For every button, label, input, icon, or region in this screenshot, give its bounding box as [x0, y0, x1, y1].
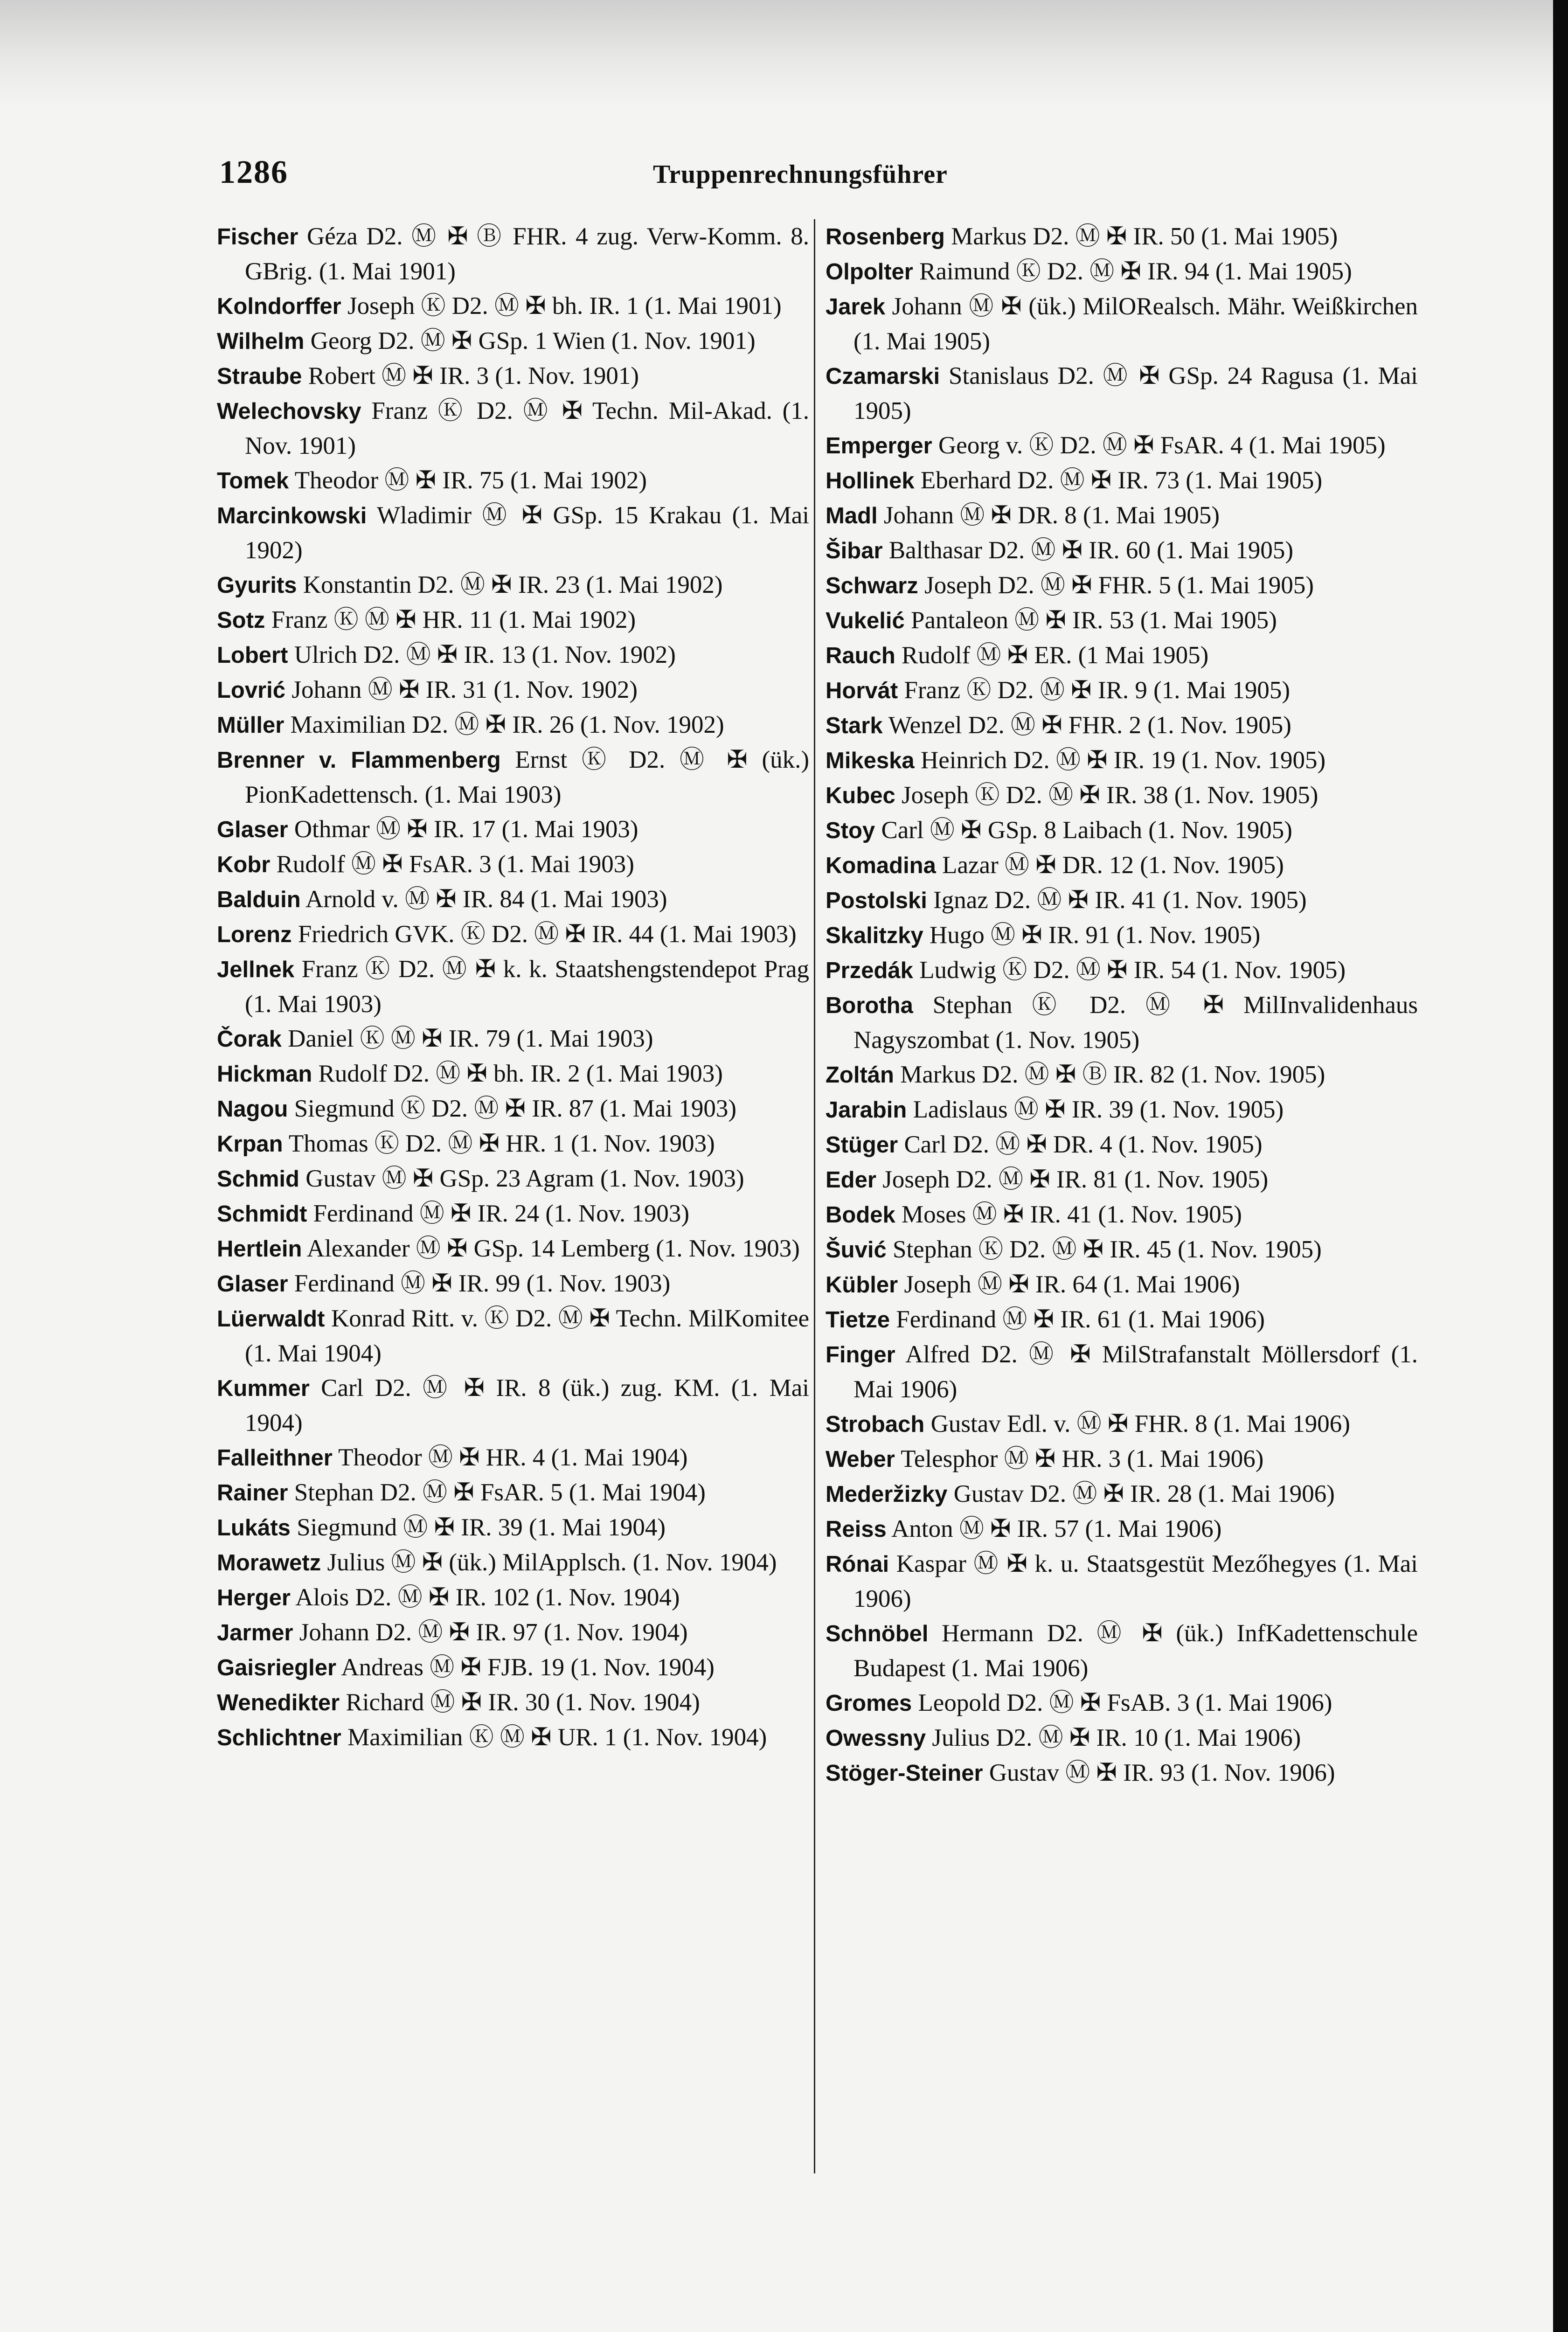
entry-details: Wladimir Ⓜ ✠ GSp. 15 Krakau (1. Mai 1902)	[245, 502, 809, 564]
list-item	[826, 463, 1418, 498]
surname: Mikeska	[826, 748, 915, 773]
entry-details: Moses Ⓜ ✠ IR. 41 (1. Nov. 1905)	[902, 1201, 1242, 1228]
entry-details: Georg v. Ⓚ D2. Ⓜ ✠ FsAR. 4 (1. Mai 1905)	[938, 432, 1386, 459]
entry-details: Ferdinand Ⓜ ✠ IR. 24 (1. Nov. 1903)	[313, 1200, 689, 1227]
surname: Strobach	[826, 1412, 925, 1437]
entry-details: Johann Ⓜ ✠ IR. 31 (1. Nov. 1902)	[291, 676, 638, 703]
surname: Rainer	[217, 1480, 288, 1506]
list-item	[826, 1721, 1418, 1756]
list-item	[826, 603, 1418, 638]
surname: Hertlein	[217, 1236, 302, 1262]
entry-details: Hermann D2. Ⓜ ✠ (ük.) InfKadettenschule Budapest (1. Mai 1906)	[853, 1620, 1418, 1682]
entry-details: Ignaz D2. Ⓜ ✠ IR. 41 (1. Nov. 1905)	[933, 887, 1307, 914]
list-item	[826, 708, 1418, 743]
list-item	[826, 883, 1418, 918]
scan-shadow	[0, 0, 1553, 107]
surname: Stüger	[826, 1132, 898, 1158]
list-item	[826, 638, 1418, 673]
entry-details: Joseph Ⓜ ✠ IR. 64 (1. Mai 1906)	[904, 1271, 1240, 1298]
list-item	[826, 1197, 1418, 1232]
surname: Kobr	[217, 852, 271, 877]
surname: Madl	[826, 503, 878, 528]
entry-details: Gustav D2. Ⓜ ✠ IR. 28 (1. Mai 1906)	[953, 1480, 1335, 1507]
list-item	[217, 219, 809, 289]
surname: Wilhelm	[217, 329, 305, 354]
surname: Jarmer	[217, 1620, 293, 1645]
surname: Weber	[826, 1447, 895, 1472]
surname: Herger	[217, 1585, 291, 1610]
list-item	[217, 1021, 809, 1056]
surname: Eder	[826, 1167, 876, 1193]
surname: Marcinkowski	[217, 503, 367, 528]
entry-details: Georg D2. Ⓜ ✠ GSp. 1 Wien (1. Nov. 1901)	[310, 327, 756, 354]
entry-details: Richard Ⓜ ✠ IR. 30 (1. Nov. 1904)	[346, 1689, 700, 1716]
list-item	[217, 603, 809, 638]
surname: Gaisriegler	[217, 1655, 337, 1680]
entry-details: Kaspar Ⓜ ✠ k. u. Staatsgestüt Mezőhegyes (1. Mai 1906)	[853, 1550, 1418, 1612]
surname: Müller	[217, 713, 284, 738]
page-number: 1286	[219, 154, 288, 190]
list-item	[217, 882, 809, 917]
list-item	[826, 1337, 1418, 1407]
list-item	[217, 952, 809, 1021]
list-item	[217, 394, 809, 463]
entry-details: Balthasar D2. Ⓜ ✠ IR. 60 (1. Mai 1905)	[888, 537, 1294, 564]
entry-details: Ernst Ⓚ D2. Ⓜ ✠ (ük.) PionKadettensch. (1. Mai 1903)	[245, 746, 810, 808]
entry-details: Joseph Ⓚ D2. Ⓜ ✠ bh. IR. 1 (1. Mai 1901)	[347, 292, 782, 319]
scan-edge	[1553, 0, 1568, 2332]
list-item	[826, 498, 1418, 533]
list-item	[826, 743, 1418, 778]
surname: Šuvić	[826, 1237, 887, 1263]
list-item	[826, 1267, 1418, 1302]
list-item	[826, 533, 1418, 568]
list-item	[217, 359, 809, 394]
entry-details: Markus D2. Ⓜ ✠ IR. 50 (1. Mai 1905)	[951, 223, 1338, 250]
entry-details: Johann D2. Ⓜ ✠ IR. 97 (1. Nov. 1904)	[299, 1619, 688, 1646]
surname: Reiss	[826, 1517, 887, 1542]
entry-details: Carl D2. Ⓜ ✠ IR. 8 (ük.) zug. KM. (1. Mai 1904)	[245, 1374, 809, 1437]
entry-details: Ulrich D2. Ⓜ ✠ IR. 13 (1. Nov. 1902)	[294, 641, 676, 668]
entry-details: Carl Ⓜ ✠ GSp. 8 Laibach (1. Nov. 1905)	[881, 817, 1292, 844]
surname: Jarabin	[826, 1097, 907, 1123]
entry-details: Theodor Ⓜ ✠ IR. 75 (1. Mai 1902)	[294, 467, 647, 494]
entry-details: Konstantin D2. Ⓜ ✠ IR. 23 (1. Mai 1902)	[303, 571, 723, 598]
entry-details: Siegmund Ⓚ D2. Ⓜ ✠ IR. 87 (1. Mai 1903)	[294, 1095, 736, 1122]
list-item	[826, 1162, 1418, 1197]
surname: Lorenz	[217, 922, 292, 947]
surname: Schlichtner	[217, 1725, 341, 1750]
surname: Finger	[826, 1342, 895, 1367]
surname: Kubec	[826, 783, 895, 808]
list-item	[826, 953, 1418, 988]
entry-details: Anton Ⓜ ✠ IR. 57 (1. Mai 1906)	[891, 1515, 1222, 1542]
surname: Sotz	[217, 608, 265, 633]
page-header	[219, 154, 1413, 196]
surname: Hickman	[217, 1062, 312, 1087]
entry-details: Daniel Ⓚ Ⓜ ✠ IR. 79 (1. Mai 1903)	[288, 1025, 653, 1052]
list-item	[217, 708, 809, 743]
entry-details: Joseph D2. Ⓜ ✠ FHR. 5 (1. Mai 1905)	[924, 572, 1314, 599]
surname: Postolski	[826, 888, 927, 913]
surname: Emperger	[826, 433, 932, 458]
entry-details: Franz Ⓚ D2. Ⓜ ✠ Techn. Mil-Akad. (1. Nov. 1901)	[245, 397, 810, 459]
entry-details: Siegmund Ⓜ ✠ IR. 39 (1. Mai 1904)	[297, 1514, 666, 1541]
list-item	[826, 1232, 1418, 1267]
entry-details: Stanislaus D2. Ⓜ ✠ GSp. 24 Ragusa (1. Mai 1905)	[853, 362, 1418, 424]
entry-details: Theodor Ⓜ ✠ HR. 4 (1. Mai 1904)	[338, 1444, 688, 1471]
entry-details: Stephan D2. Ⓜ ✠ FsAR. 5 (1. Mai 1904)	[294, 1479, 706, 1506]
surname: Lovrić	[217, 678, 286, 703]
surname: Morawetz	[217, 1550, 321, 1575]
entry-details: Joseph D2. Ⓜ ✠ IR. 81 (1. Nov. 1905)	[882, 1166, 1269, 1193]
right-column	[826, 219, 1418, 1791]
list-item	[217, 568, 809, 603]
list-item	[217, 1126, 809, 1161]
list-item	[826, 673, 1418, 708]
surname: Rosenberg	[826, 224, 945, 250]
list-item	[217, 638, 809, 673]
surname: Borotha	[826, 993, 913, 1018]
surname: Vukelić	[826, 608, 905, 633]
entry-details: Ladislaus Ⓜ ✠ IR. 39 (1. Nov. 1905)	[913, 1096, 1284, 1123]
surname: Lobert	[217, 643, 288, 668]
entry-details: Franz Ⓚ Ⓜ ✠ HR. 11 (1. Mai 1902)	[271, 606, 636, 633]
entry-details: Julius Ⓜ ✠ (ük.) MilApplsch. (1. Nov. 1904)	[327, 1549, 777, 1576]
list-item	[217, 1545, 809, 1580]
surname: Przedák	[826, 958, 913, 983]
entry-details: Julius D2. Ⓜ ✠ IR. 10 (1. Mai 1906)	[932, 1724, 1301, 1751]
entry-details: Heinrich D2. Ⓜ ✠ IR. 19 (1. Nov. 1905)	[920, 747, 1326, 774]
entry-details: Raimund Ⓚ D2. Ⓜ ✠ IR. 94 (1. Mai 1905)	[919, 258, 1352, 285]
surname: Šibar	[826, 538, 883, 563]
surname: Hollinek	[826, 468, 915, 493]
list-item	[217, 324, 809, 359]
surname: Glaser	[217, 1271, 288, 1297]
entry-details: Ferdinand Ⓜ ✠ IR. 61 (1. Mai 1906)	[896, 1306, 1265, 1333]
list-item	[217, 1161, 809, 1196]
list-item	[826, 1477, 1418, 1512]
surname: Schmidt	[217, 1201, 307, 1227]
entry-details: Rudolf Ⓜ ✠ ER. (1 Mai 1905)	[902, 642, 1209, 669]
list-item	[217, 1720, 809, 1755]
surname: Balduin	[217, 887, 301, 912]
surname: Kolndorffer	[217, 294, 341, 319]
entry-details: Stephan Ⓚ D2. Ⓜ ✠ MilInvalidenhaus Nagyszombat (1. Nov. 1905)	[853, 992, 1418, 1054]
list-item	[826, 428, 1418, 463]
entry-details: Gustav Edl. v. Ⓜ ✠ FHR. 8 (1. Mai 1906)	[930, 1410, 1350, 1437]
surname: Nagou	[217, 1097, 288, 1122]
list-item	[826, 1512, 1418, 1547]
entry-details: Andreas Ⓜ ✠ FJB. 19 (1. Nov. 1904)	[341, 1654, 715, 1681]
surname: Welechovsky	[217, 399, 361, 424]
surname: Lüerwaldt	[217, 1306, 325, 1332]
entry-details: Johann Ⓜ ✠ (ük.) MilORealsch. Mähr. Weißkirchen (1. Mai 1905)	[853, 293, 1418, 355]
entry-details: Eberhard D2. Ⓜ ✠ IR. 73 (1. Mai 1905)	[920, 467, 1323, 494]
surname: Jellnek	[217, 957, 295, 982]
entry-details: Arnold v. Ⓜ ✠ IR. 84 (1. Mai 1903)	[305, 886, 667, 913]
list-item	[826, 1302, 1418, 1337]
surname: Krpan	[217, 1131, 283, 1157]
list-item	[826, 848, 1418, 883]
entry-details: Thomas Ⓚ D2. Ⓜ ✠ HR. 1 (1. Nov. 1903)	[288, 1130, 715, 1157]
surname: Tomek	[217, 468, 289, 493]
list-item	[826, 219, 1418, 254]
entry-details: Franz Ⓚ D2. Ⓜ ✠ IR. 9 (1. Mai 1905)	[904, 677, 1290, 704]
entry-details: Hugo Ⓜ ✠ IR. 91 (1. Nov. 1905)	[929, 922, 1261, 949]
surname: Czamarski	[826, 364, 940, 389]
surname: Jarek	[826, 294, 886, 319]
entry-details: Rudolf Ⓜ ✠ FsAR. 3 (1. Mai 1903)	[276, 851, 634, 878]
surname: Horvát	[826, 678, 898, 703]
list-item	[826, 1127, 1418, 1162]
entry-details: Maximilian Ⓚ Ⓜ ✠ UR. 1 (1. Nov. 1904)	[347, 1724, 767, 1751]
list-item	[217, 1615, 809, 1650]
list-item	[217, 812, 809, 847]
surname: Rauch	[826, 643, 895, 668]
list-item	[217, 1371, 809, 1440]
surname: Schwarz	[826, 573, 918, 598]
left-column	[217, 219, 809, 1755]
entry-details: Stephan Ⓚ D2. Ⓜ ✠ IR. 45 (1. Nov. 1905)	[892, 1236, 1322, 1263]
surname: Mederžizky	[826, 1482, 948, 1507]
surname: Stark	[826, 713, 883, 738]
list-item	[217, 1650, 809, 1685]
list-item	[217, 1196, 809, 1231]
surname: Gromes	[826, 1691, 912, 1716]
entry-details: Rudolf D2. Ⓜ ✠ bh. IR. 2 (1. Mai 1903)	[318, 1060, 723, 1087]
running-head: Truppenrechnungsführer	[653, 160, 948, 189]
list-item	[826, 813, 1418, 848]
surname: Fischer	[217, 224, 298, 250]
entry-details: Carl D2. Ⓜ ✠ DR. 4 (1. Nov. 1905)	[904, 1131, 1263, 1158]
entry-details: Wenzel D2. Ⓜ ✠ FHR. 2 (1. Nov. 1905)	[888, 712, 1291, 739]
list-item	[217, 498, 809, 568]
surname: Kübler	[826, 1272, 898, 1298]
list-item	[826, 568, 1418, 603]
entry-details: Markus D2. Ⓜ ✠ Ⓑ IR. 82 (1. Nov. 1905)	[900, 1061, 1325, 1088]
surname: Owessny	[826, 1726, 926, 1751]
list-item	[826, 988, 1418, 1057]
list-item	[826, 1092, 1418, 1127]
surname: Gyurits	[217, 573, 297, 598]
list-item	[826, 1407, 1418, 1442]
list-item	[217, 463, 809, 498]
list-item	[217, 743, 809, 812]
list-item	[826, 254, 1418, 289]
entry-details: Pantaleon Ⓜ ✠ IR. 53 (1. Mai 1905)	[911, 607, 1277, 634]
surname: Glaser	[217, 817, 288, 842]
list-item	[826, 359, 1418, 428]
entry-details: Gustav Ⓜ ✠ IR. 93 (1. Nov. 1906)	[989, 1759, 1335, 1786]
column-divider	[814, 219, 815, 2173]
list-item	[217, 1231, 809, 1266]
entry-details: Ludwig Ⓚ D2. Ⓜ ✠ IR. 54 (1. Nov. 1905)	[919, 957, 1346, 984]
list-item	[826, 1616, 1418, 1686]
surname: Falleithner	[217, 1445, 333, 1471]
list-item	[826, 1756, 1418, 1791]
list-item	[217, 1301, 809, 1371]
surname: Bodek	[826, 1202, 895, 1228]
list-item	[217, 1091, 809, 1126]
entry-details: Leopold D2. Ⓜ ✠ FsAB. 3 (1. Mai 1906)	[918, 1689, 1332, 1716]
list-item	[826, 1686, 1418, 1721]
surname: Čorak	[217, 1027, 282, 1052]
surname: Skalitzky	[826, 923, 923, 948]
list-item	[217, 917, 809, 952]
surname: Schnöbel	[826, 1621, 929, 1646]
entry-details: Franz Ⓚ D2. Ⓜ ✠ k. k. Staatshengstendepot Prag (1. Mai 1903)	[245, 956, 809, 1018]
surname: Olpolter	[826, 259, 913, 285]
list-item	[217, 1475, 809, 1510]
surname: Stoy	[826, 818, 875, 843]
surname: Rónai	[826, 1552, 889, 1577]
list-item	[217, 289, 809, 324]
surname: Brenner v. Flammenberg	[217, 748, 501, 773]
list-item	[826, 1442, 1418, 1477]
surname: Lukáts	[217, 1515, 291, 1541]
surname: Schmid	[217, 1166, 299, 1192]
surname: Komadina	[826, 853, 936, 878]
entry-details: Othmar Ⓜ ✠ IR. 17 (1. Mai 1903)	[294, 816, 638, 843]
entry-details: Telesphor Ⓜ ✠ HR. 3 (1. Mai 1906)	[901, 1445, 1264, 1472]
entry-details: Maximilian D2. Ⓜ ✠ IR. 26 (1. Nov. 1902)	[290, 711, 724, 738]
entry-details: Konrad Ritt. v. Ⓚ D2. Ⓜ ✠ Techn. MilKomitee (1. Mai 1904)	[245, 1305, 810, 1367]
surname: Straube	[217, 364, 302, 389]
surname: Kummer	[217, 1376, 310, 1401]
list-item	[217, 1440, 809, 1475]
surname: Zoltán	[826, 1062, 894, 1088]
list-item	[826, 1057, 1418, 1092]
list-item	[826, 918, 1418, 953]
list-item	[217, 673, 809, 708]
surname: Tietze	[826, 1307, 890, 1333]
entry-details: Friedrich GVK. Ⓚ D2. Ⓜ ✠ IR. 44 (1. Mai 1903)	[298, 921, 797, 948]
entry-details: Ferdinand Ⓜ ✠ IR. 99 (1. Nov. 1903)	[294, 1270, 671, 1297]
entry-details: Gustav Ⓜ ✠ GSp. 23 Agram (1. Nov. 1903)	[305, 1165, 744, 1192]
list-item	[217, 1510, 809, 1545]
surname: Wenedikter	[217, 1690, 340, 1715]
list-item	[217, 847, 809, 882]
entry-details: Johann Ⓜ ✠ DR. 8 (1. Mai 1905)	[883, 502, 1220, 529]
entry-details: Alexander Ⓜ ✠ GSp. 14 Lemberg (1. Nov. 1903)	[306, 1235, 800, 1262]
list-item	[826, 778, 1418, 813]
list-item	[826, 289, 1418, 359]
list-item	[217, 1685, 809, 1720]
entry-details: Robert Ⓜ ✠ IR. 3 (1. Nov. 1901)	[308, 362, 639, 389]
entry-details: Lazar Ⓜ ✠ DR. 12 (1. Nov. 1905)	[942, 852, 1284, 879]
entry-details: Alfred D2. Ⓜ ✠ MilStrafanstalt Möllersdorf (1. Mai 1906)	[853, 1341, 1418, 1403]
entry-details: Joseph Ⓚ D2. Ⓜ ✠ IR. 38 (1. Nov. 1905)	[902, 782, 1318, 809]
list-item	[217, 1056, 809, 1091]
list-item	[217, 1580, 809, 1615]
surname: Stöger-Steiner	[826, 1761, 983, 1786]
entry-details: Géza D2. Ⓜ ✠ Ⓑ FHR. 4 zug. Verw-Komm. 8. GBrig. (1. Mai 1901)	[245, 223, 810, 285]
list-item	[826, 1547, 1418, 1616]
list-item	[217, 1266, 809, 1301]
entry-details: Alois D2. Ⓜ ✠ IR. 102 (1. Nov. 1904)	[295, 1584, 680, 1611]
